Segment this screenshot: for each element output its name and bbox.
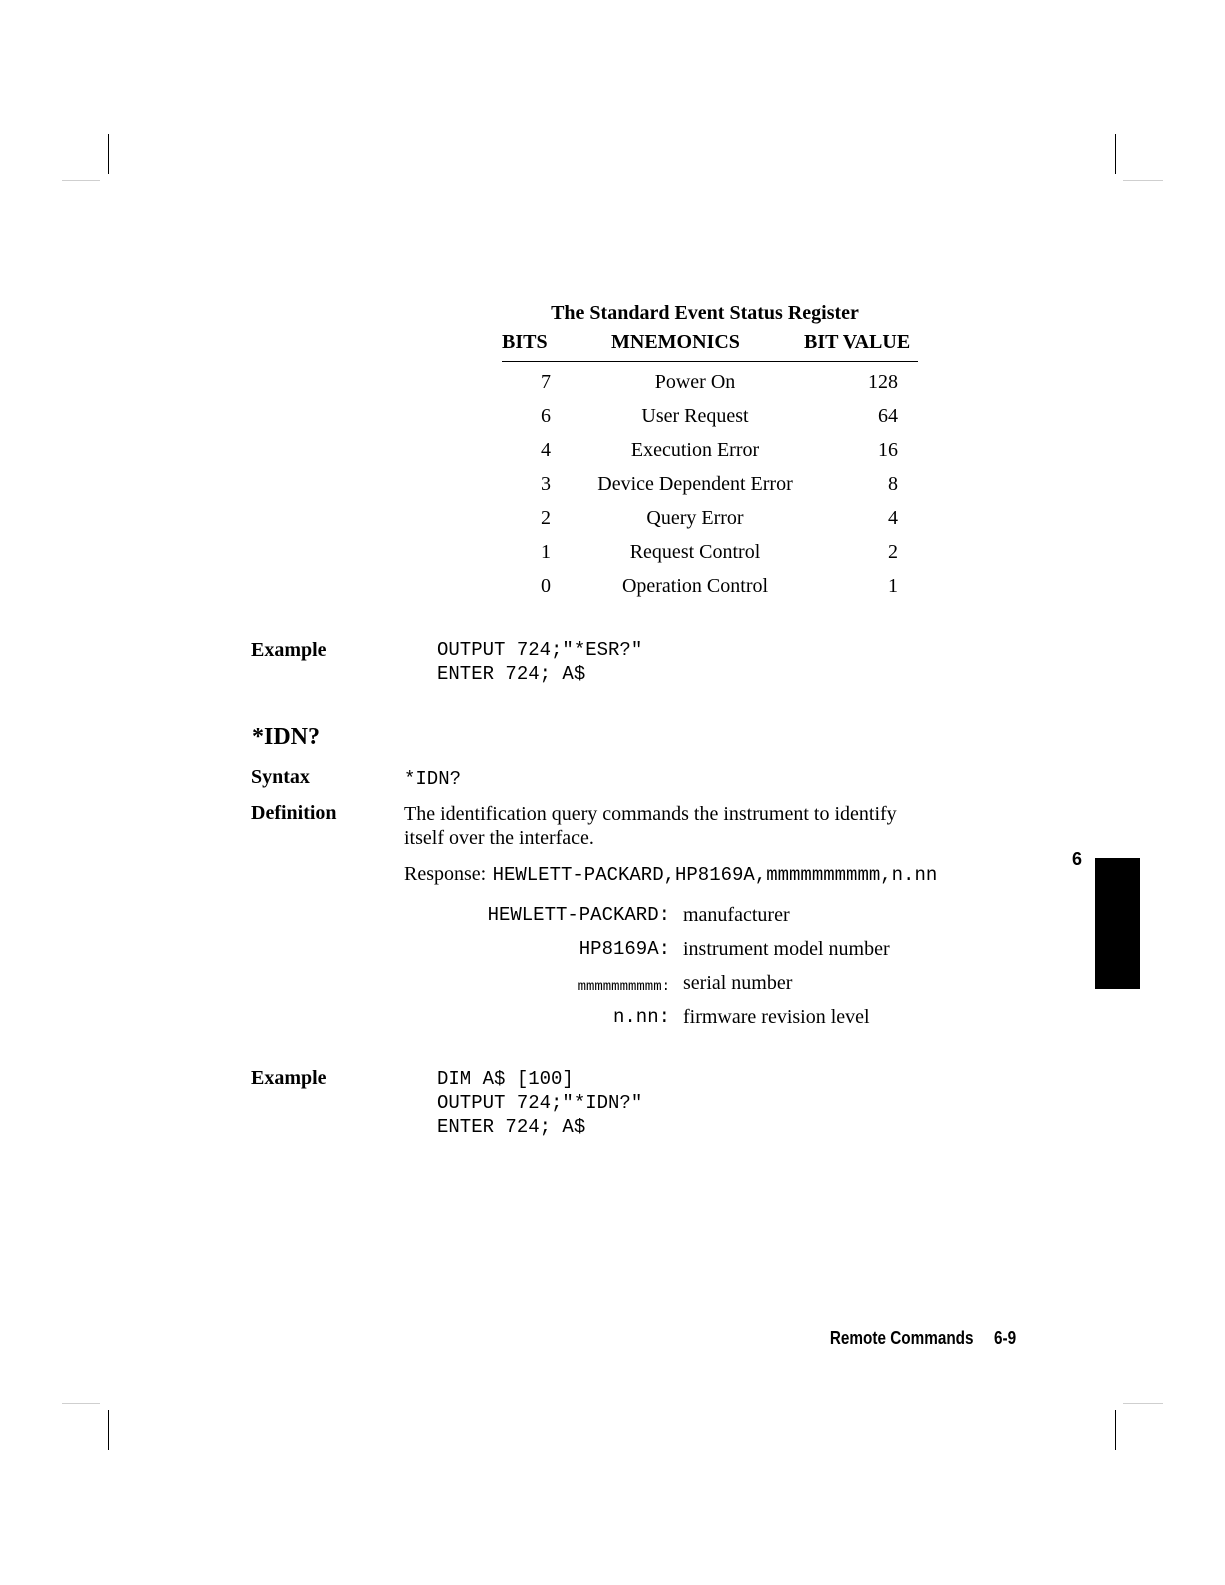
response-prefix: Response: — [404, 863, 487, 885]
bit-cell: 3 — [541, 473, 551, 495]
table-row — [480, 575, 920, 609]
table-row — [480, 405, 920, 439]
field-key: n.nn: — [612, 1006, 670, 1028]
header-bits: BITS — [502, 331, 548, 353]
field-key: HEWLETT-PACKARD: — [487, 904, 670, 926]
value-cell: 1 — [888, 575, 898, 597]
response-field — [0, 904, 1225, 934]
example-label: Example — [251, 639, 327, 661]
field-desc: firmware revision level — [683, 1006, 870, 1028]
table-header-rule — [502, 361, 918, 362]
field-key: HP8169A: — [578, 938, 670, 960]
table-row — [480, 439, 920, 473]
definition-line-1: The identification query commands the instrument to identify — [404, 803, 897, 825]
chapter-number: 6 — [1072, 849, 1083, 869]
value-cell: 16 — [878, 439, 898, 461]
value-cell: 8 — [888, 473, 898, 495]
section-heading: *IDN? — [252, 724, 321, 750]
table-row — [480, 541, 920, 575]
table-row — [480, 473, 920, 507]
crop-mark-bottom-right-h — [1123, 1403, 1163, 1404]
page-footer — [830, 1328, 1016, 1349]
crop-mark-top-right-h — [1123, 180, 1163, 181]
crop-mark-bottom-left-h — [62, 1403, 100, 1404]
example-label: Example — [251, 1067, 327, 1089]
field-desc: manufacturer — [683, 904, 790, 926]
bit-cell: 4 — [541, 439, 551, 461]
bit-cell: 6 — [541, 405, 551, 427]
mnemonic-cell: Device Dependent Error — [597, 473, 793, 495]
mnemonic-cell: Execution Error — [630, 439, 760, 461]
mnemonic-cell: User Request — [641, 405, 749, 427]
code-line: DIM A$ [100] — [437, 1068, 574, 1090]
table-title: The Standard Event Status Register — [551, 302, 859, 324]
mnemonic-cell: Operation Control — [621, 575, 769, 597]
bit-cell: 0 — [541, 575, 551, 597]
bit-cell: 7 — [541, 371, 551, 393]
value-cell: 2 — [888, 541, 898, 563]
bit-cell: 1 — [541, 541, 551, 563]
crop-mark-top-left — [108, 134, 109, 174]
code-line: ENTER 724; A$ — [437, 663, 586, 685]
mnemonic-cell: Query Error — [646, 507, 744, 529]
code-line: ENTER 724; A$ — [437, 1116, 586, 1138]
response-line — [404, 861, 937, 887]
bit-cell: 2 — [541, 507, 551, 529]
mnemonic-cell: Request Control — [629, 541, 761, 563]
footer-section: Remote Commands — [829, 1328, 974, 1348]
field-desc: instrument model number — [683, 938, 890, 960]
syntax-value: *IDN? — [404, 768, 462, 790]
table-row — [480, 371, 920, 405]
chapter-tab-block — [1095, 858, 1140, 989]
response-field — [0, 938, 1225, 968]
response-code: HEWLETT-PACKARD,HP8169A,mmmmmmmmmm,n.nn — [492, 864, 938, 886]
field-key: mmmmmmmmmm: — [577, 979, 670, 995]
code-line: OUTPUT 724;"*ESR?" — [437, 639, 643, 661]
header-bit-value: BIT VALUE — [804, 331, 911, 353]
response-field — [0, 1006, 1225, 1036]
code-line: OUTPUT 724;"*IDN?" — [437, 1092, 643, 1114]
response-field — [0, 972, 1225, 1002]
definition-line-2: itself over the interface. — [404, 827, 594, 849]
mnemonic-cell: Power On — [654, 371, 736, 393]
table-row — [480, 507, 920, 541]
crop-mark-bottom-right — [1115, 1410, 1116, 1450]
header-mnemonics: MNEMONICS — [611, 331, 740, 353]
value-cell: 128 — [868, 371, 898, 393]
definition-label: Definition — [251, 802, 337, 824]
footer-page-number: 6-9 — [993, 1328, 1016, 1348]
crop-mark-top-right — [1115, 134, 1116, 174]
value-cell: 64 — [878, 405, 898, 427]
crop-mark-bottom-left — [108, 1410, 109, 1450]
value-cell: 4 — [888, 507, 898, 529]
field-desc: serial number — [683, 972, 793, 994]
syntax-label: Syntax — [251, 766, 310, 788]
crop-mark-top-left-h — [62, 180, 100, 181]
